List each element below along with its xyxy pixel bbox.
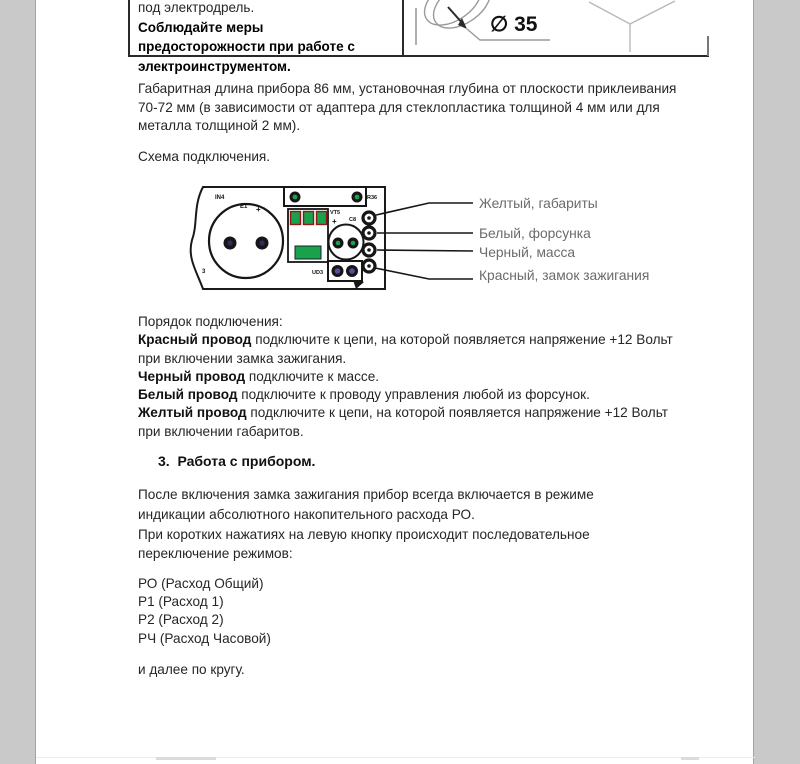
mode-item-p1: Р1 (Расход 1) bbox=[138, 594, 224, 609]
mode-item-pch: РЧ (Расход Часовой) bbox=[138, 631, 271, 646]
ref-vt5: VT5 bbox=[330, 210, 341, 216]
safety-cell-text bbox=[138, 0, 384, 76]
cycle-footer: и далее по кругу. bbox=[138, 662, 245, 677]
wiring-step-red: Красный провод подключите к цепи, на которой появляется напряжение +12 Вольт при включении замка зажигания. bbox=[138, 332, 673, 366]
speaker-pad-right-center bbox=[259, 240, 264, 245]
next-table-hint-seg1 bbox=[156, 757, 216, 760]
next-table-hint-seg2 bbox=[681, 757, 699, 760]
wiring-step-yellow: Желтый провод подключите к цепи, на которой появляется напряжение +12 Вольт при включении габаритов. bbox=[138, 405, 668, 439]
wire-label-red: Красный, замок зажигания bbox=[479, 268, 650, 283]
wiring-step-white: Белый провод подключите к проводу управления любой из форсунок. bbox=[138, 387, 590, 403]
green-square-1 bbox=[291, 212, 301, 225]
ref-c8: C8 bbox=[349, 217, 357, 223]
safety-warning: Соблюдайте меры предосторожности при работе с электроинструментом. bbox=[138, 19, 355, 74]
ref-speaker: IN4 bbox=[215, 195, 225, 201]
ref-three: 3 bbox=[202, 269, 206, 275]
diameter-label: ∅ 35 bbox=[490, 13, 538, 36]
transistor-pad-right-center bbox=[351, 241, 356, 246]
wire-label-black: Черный, масса bbox=[479, 245, 576, 260]
document-page bbox=[35, 0, 754, 764]
green-square-3 bbox=[317, 212, 327, 225]
dimensions-paragraph: Габаритная длина прибора 86 мм, установочная глубина от плоскости приклеивания 70-72 мм (в зависимости от адаптера для стеклопластика толщиной 4 мм или для металла толщиной 2 мм). bbox=[138, 81, 677, 133]
wiring-step-black: Черный провод подключите к массе. bbox=[138, 368, 380, 384]
ref-plus-mid: + bbox=[332, 217, 337, 226]
section3-title: Работа с прибором. bbox=[177, 453, 316, 469]
next-table-hint-line bbox=[36, 757, 755, 758]
section3-heading bbox=[158, 453, 315, 469]
mode-item-p2: Р2 (Расход 2) bbox=[138, 612, 224, 627]
relay-pad-left-center bbox=[293, 195, 298, 200]
connection-diagram bbox=[186, 183, 486, 295]
mode-item-po: РО (Расход Общий) bbox=[138, 576, 264, 591]
wire-leader-lines bbox=[375, 203, 473, 279]
relay-pad-right-center bbox=[355, 195, 360, 200]
ref-e1: Е1 bbox=[240, 204, 248, 210]
wire-label-yellow: Желтый, габариты bbox=[479, 196, 598, 211]
ref-ud3: UD3 bbox=[312, 270, 324, 276]
wiring-title: Порядок подключения: bbox=[138, 314, 283, 329]
hole-ellipse-inner bbox=[416, 0, 490, 35]
speaker-circle bbox=[209, 204, 283, 278]
section3-number: 3. bbox=[158, 453, 170, 469]
drill-hole-figure bbox=[406, 0, 709, 57]
drill-bit-lines bbox=[589, 1, 675, 24]
wire-label-white: Белый, форсунка bbox=[479, 226, 591, 241]
wiring-block bbox=[138, 313, 686, 441]
ref-r36: R36 bbox=[367, 195, 378, 201]
speaker-pad-left-center bbox=[227, 240, 232, 245]
operation-para2: При коротких нажатиях на левую кнопку происходит последовательное переключение режимов: bbox=[138, 527, 590, 561]
safety-line: под электродрель. bbox=[138, 0, 255, 15]
connector-pad-left-center bbox=[335, 268, 341, 274]
green-square-2 bbox=[304, 212, 314, 225]
ref-plus-top: + bbox=[256, 205, 261, 214]
scheme-caption: Схема подключения. bbox=[138, 149, 271, 164]
operation-para1: После включения замка зажигания прибор всегда включается в режиме индикации абсолютного накопительного расхода РО. bbox=[138, 487, 594, 522]
transistor-pad-left-center bbox=[336, 241, 341, 246]
green-rect bbox=[295, 246, 321, 259]
connector-pad-right-center bbox=[349, 268, 355, 274]
